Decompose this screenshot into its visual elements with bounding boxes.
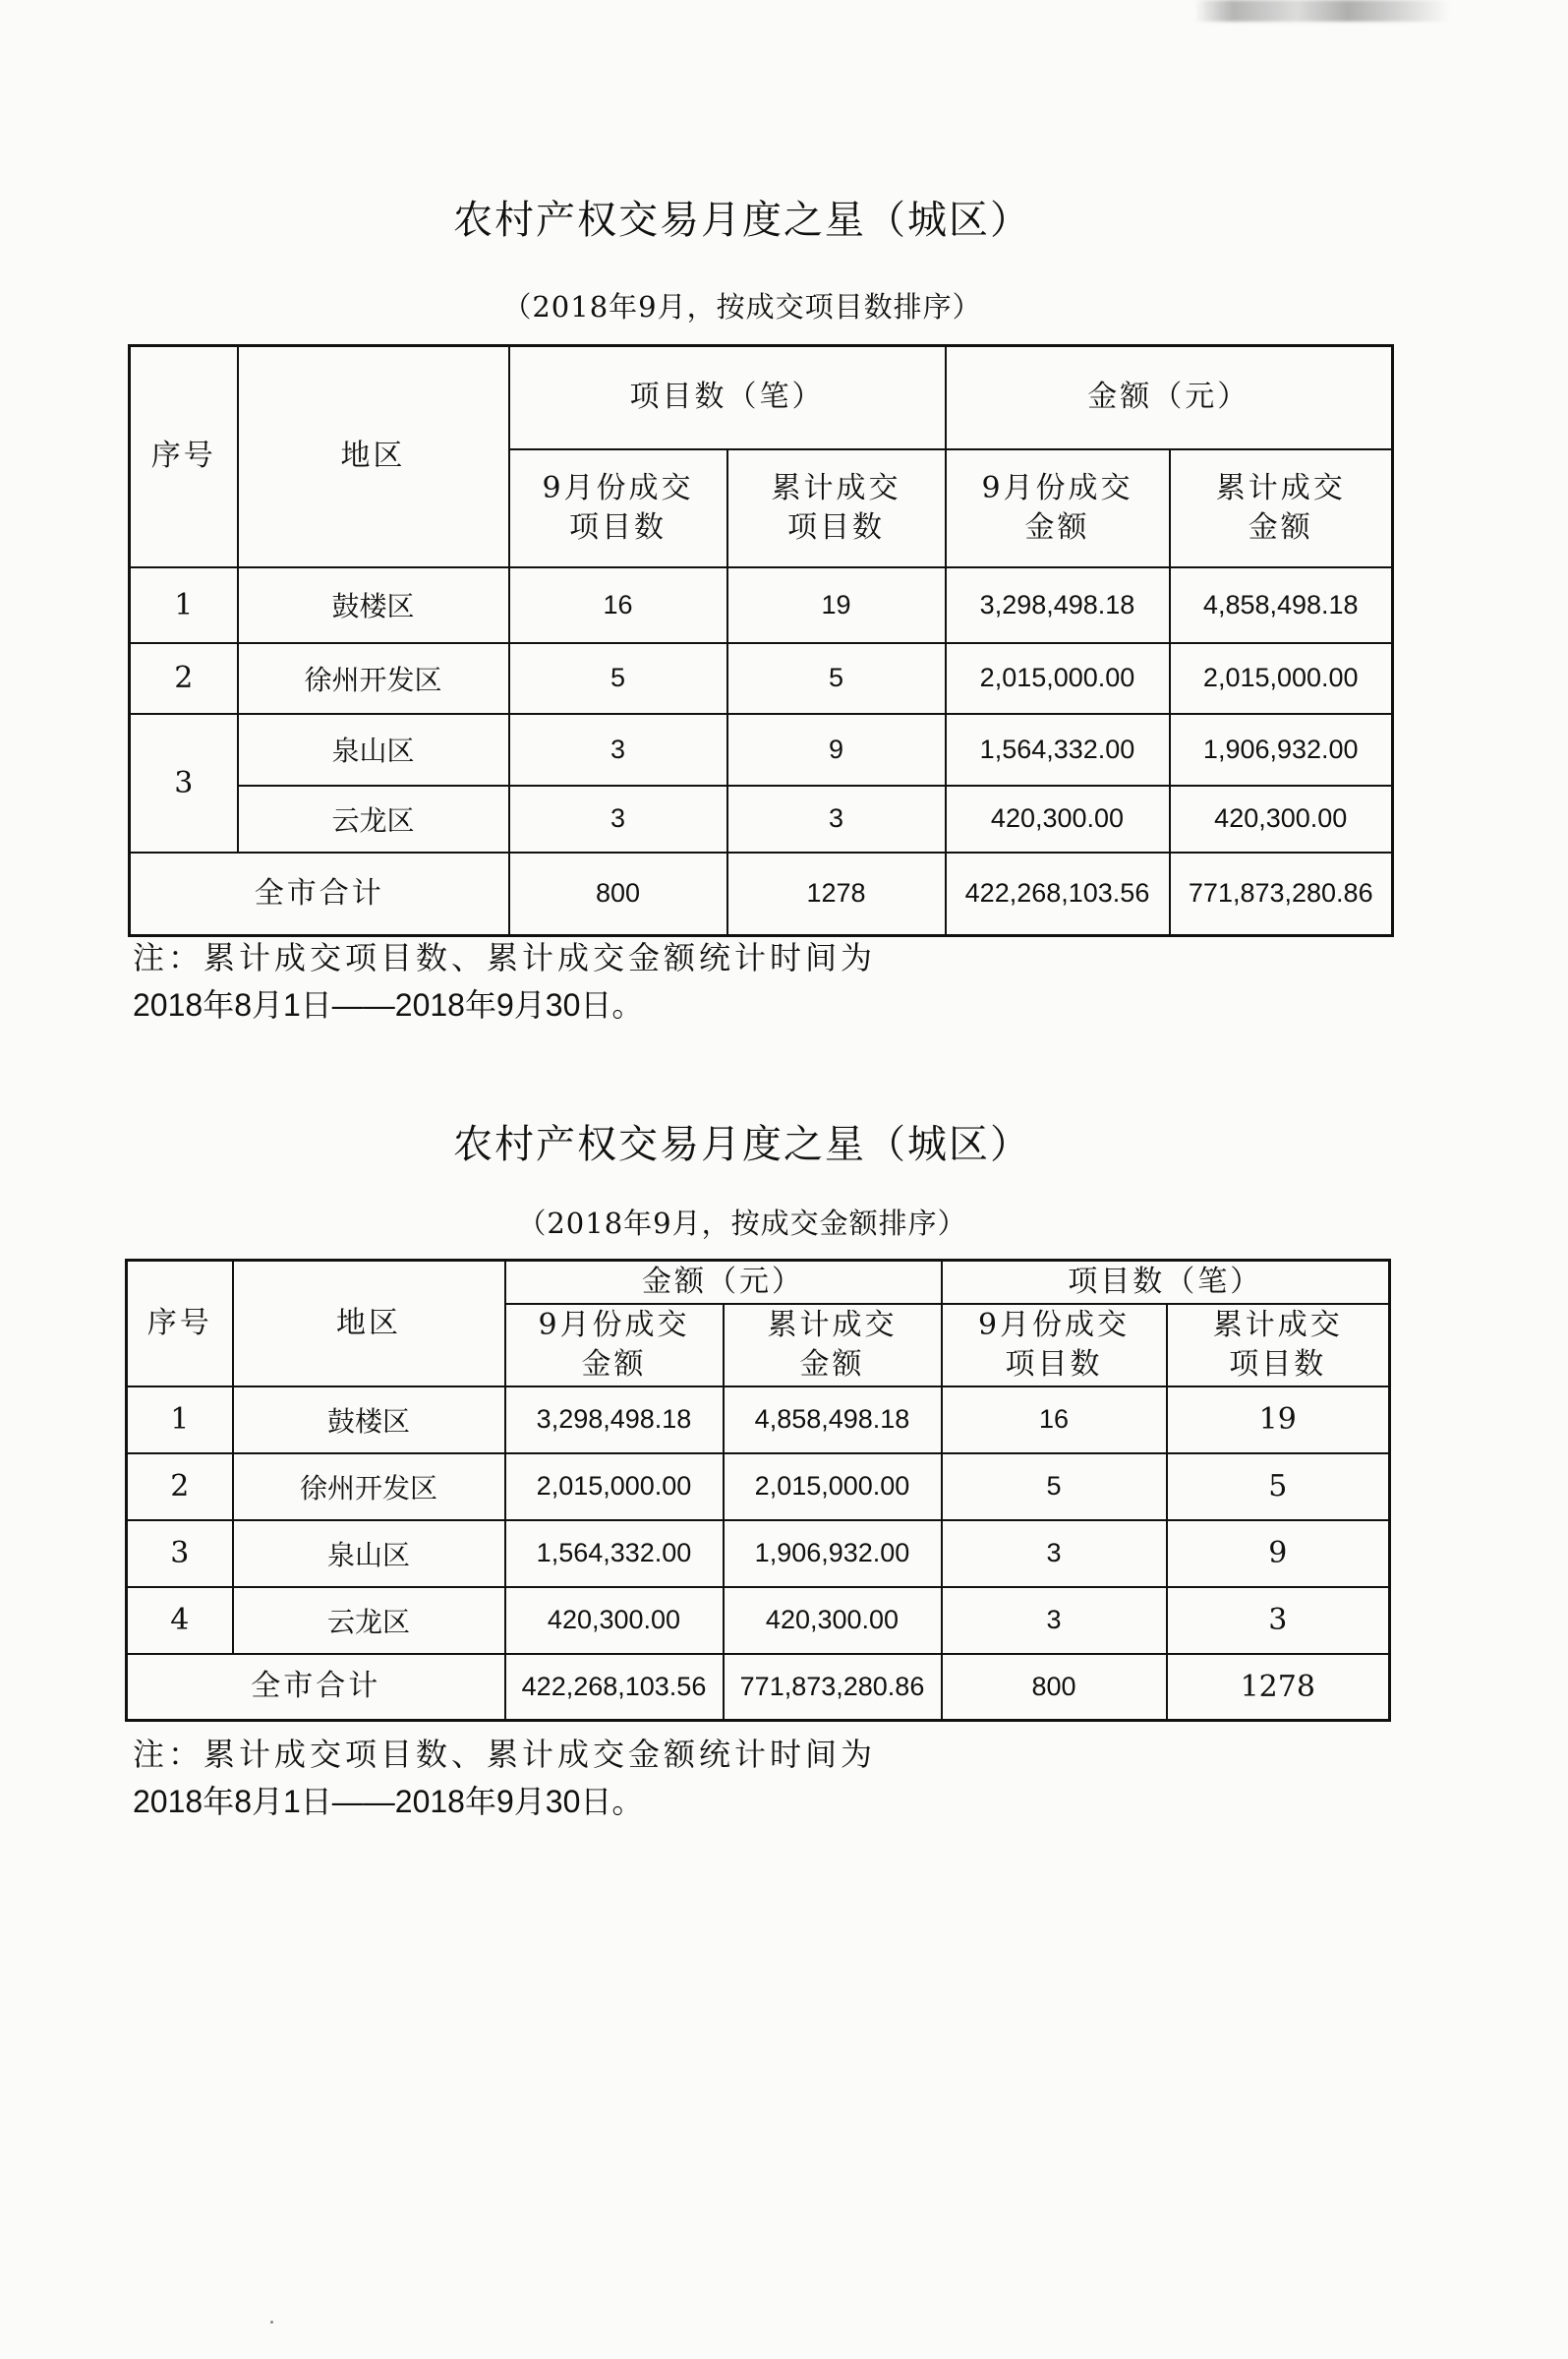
- row-region: 云龙区: [233, 1587, 505, 1654]
- row-region: 鼓楼区: [233, 1386, 505, 1453]
- row-value: 3: [942, 1520, 1167, 1587]
- row-value: 420,300.00: [946, 786, 1170, 853]
- table2-note: [133, 1731, 876, 1825]
- header-cum-amount: 累计成交 金额: [724, 1304, 942, 1386]
- row-value: 16: [509, 567, 727, 643]
- row-value: 4,858,498.18: [724, 1386, 942, 1453]
- table-row: [127, 1520, 1390, 1587]
- table-row: [130, 643, 1393, 714]
- scan-speck: [270, 2321, 273, 2324]
- header-cum-count: 累计成交 项目数: [727, 449, 946, 567]
- table1-note: [133, 934, 876, 1029]
- header-sep-count: 9月份成交 项目数: [942, 1304, 1167, 1386]
- total-value: 800: [509, 853, 727, 936]
- total-value: 771,873,280.86: [724, 1654, 942, 1721]
- note-line-2: 2018年8月1日——2018年9月30日。: [133, 1784, 644, 1819]
- row-value: 3,298,498.18: [505, 1386, 724, 1453]
- row-value: 2,015,000.00: [1170, 643, 1393, 714]
- row-value: 9: [727, 714, 946, 786]
- header-region: 地区: [233, 1261, 505, 1386]
- row-value: 2,015,000.00: [724, 1453, 942, 1520]
- header-index: 序号: [127, 1261, 233, 1386]
- row-value: 9: [1167, 1520, 1390, 1587]
- table-total-row: [130, 853, 1393, 936]
- row-value: 3,298,498.18: [946, 567, 1170, 643]
- total-value: 800: [942, 1654, 1167, 1721]
- row-value: 2,015,000.00: [505, 1453, 724, 1520]
- row-index: 4: [127, 1587, 233, 1654]
- header-cum-count: 累计成交 项目数: [1167, 1304, 1390, 1386]
- row-value: 1,906,932.00: [724, 1520, 942, 1587]
- row-value: 3: [727, 786, 946, 853]
- row-value: 5: [727, 643, 946, 714]
- table2: [125, 1259, 1391, 1722]
- header-group-count: 项目数（笔）: [942, 1261, 1390, 1304]
- row-value: 420,300.00: [1170, 786, 1393, 853]
- row-value: 3: [509, 714, 727, 786]
- row-value: 5: [942, 1453, 1167, 1520]
- total-value: 771,873,280.86: [1170, 853, 1393, 936]
- row-value: 420,300.00: [724, 1587, 942, 1654]
- table-row: [130, 786, 1393, 853]
- row-index: 2: [130, 643, 238, 714]
- table1-subtitle: （2018年9月，按成交项目数排序）: [502, 290, 982, 324]
- row-value: 19: [1167, 1386, 1390, 1453]
- total-value: 422,268,103.56: [946, 853, 1170, 936]
- scan-artifact: [1194, 0, 1450, 22]
- table1: [128, 344, 1394, 937]
- table-total-row: [127, 1654, 1390, 1721]
- row-region: 泉山区: [238, 714, 509, 786]
- table-row: [127, 1453, 1390, 1520]
- row-value: 420,300.00: [505, 1587, 724, 1654]
- row-index: 2: [127, 1453, 233, 1520]
- row-value: 1,564,332.00: [505, 1520, 724, 1587]
- row-value: 5: [1167, 1453, 1390, 1520]
- header-sep-amount: 9月份成交 金额: [946, 449, 1170, 567]
- row-value: 3: [509, 786, 727, 853]
- row-index: 3: [127, 1520, 233, 1587]
- note-line-1: 注：累计成交项目数、累计成交金额统计时间为: [133, 1736, 877, 1773]
- table2-title: 农村产权交易月度之星（城区）: [453, 1122, 1031, 1167]
- table-row: [127, 1386, 1390, 1453]
- row-index: 1: [130, 567, 238, 643]
- row-index: 3: [130, 714, 238, 853]
- row-index: 1: [127, 1386, 233, 1453]
- header-group-count: 项目数（笔）: [509, 346, 946, 449]
- row-value: 1,564,332.00: [946, 714, 1170, 786]
- total-value: 422,268,103.56: [505, 1654, 724, 1721]
- table-row: [127, 1587, 1390, 1654]
- header-sep-amount: 9月份成交 金额: [505, 1304, 724, 1386]
- table-row: [130, 714, 1393, 786]
- header-index: 序号: [130, 346, 238, 567]
- note-line-1: 注：累计成交项目数、累计成交金额统计时间为: [133, 939, 877, 976]
- header-region: 地区: [238, 346, 509, 567]
- header-cum-amount: 累计成交 金额: [1170, 449, 1393, 567]
- row-region: 云龙区: [238, 786, 509, 853]
- note-line-2: 2018年8月1日——2018年9月30日。: [133, 987, 644, 1023]
- row-value: 4,858,498.18: [1170, 567, 1393, 643]
- total-value: 1278: [1167, 1654, 1390, 1721]
- row-value: 1,906,932.00: [1170, 714, 1393, 786]
- row-region: 鼓楼区: [238, 567, 509, 643]
- table1-title: 农村产权交易月度之星（城区）: [453, 198, 1031, 243]
- row-value: 5: [509, 643, 727, 714]
- total-label: 全市合计: [127, 1654, 505, 1721]
- table2-subtitle: （2018年9月，按成交金额排序）: [517, 1207, 967, 1240]
- table-row: [130, 567, 1393, 643]
- total-label: 全市合计: [130, 853, 509, 936]
- header-sep-count: 9月份成交 项目数: [509, 449, 727, 567]
- total-value: 1278: [727, 853, 946, 936]
- header-group-amount: 金额（元）: [946, 346, 1393, 449]
- header-group-amount: 金额（元）: [505, 1261, 942, 1304]
- row-region: 泉山区: [233, 1520, 505, 1587]
- row-value: 19: [727, 567, 946, 643]
- row-value: 3: [1167, 1587, 1390, 1654]
- row-value: 2,015,000.00: [946, 643, 1170, 714]
- row-value: 3: [942, 1587, 1167, 1654]
- row-region: 徐州开发区: [238, 643, 509, 714]
- row-region: 徐州开发区: [233, 1453, 505, 1520]
- row-value: 16: [942, 1386, 1167, 1453]
